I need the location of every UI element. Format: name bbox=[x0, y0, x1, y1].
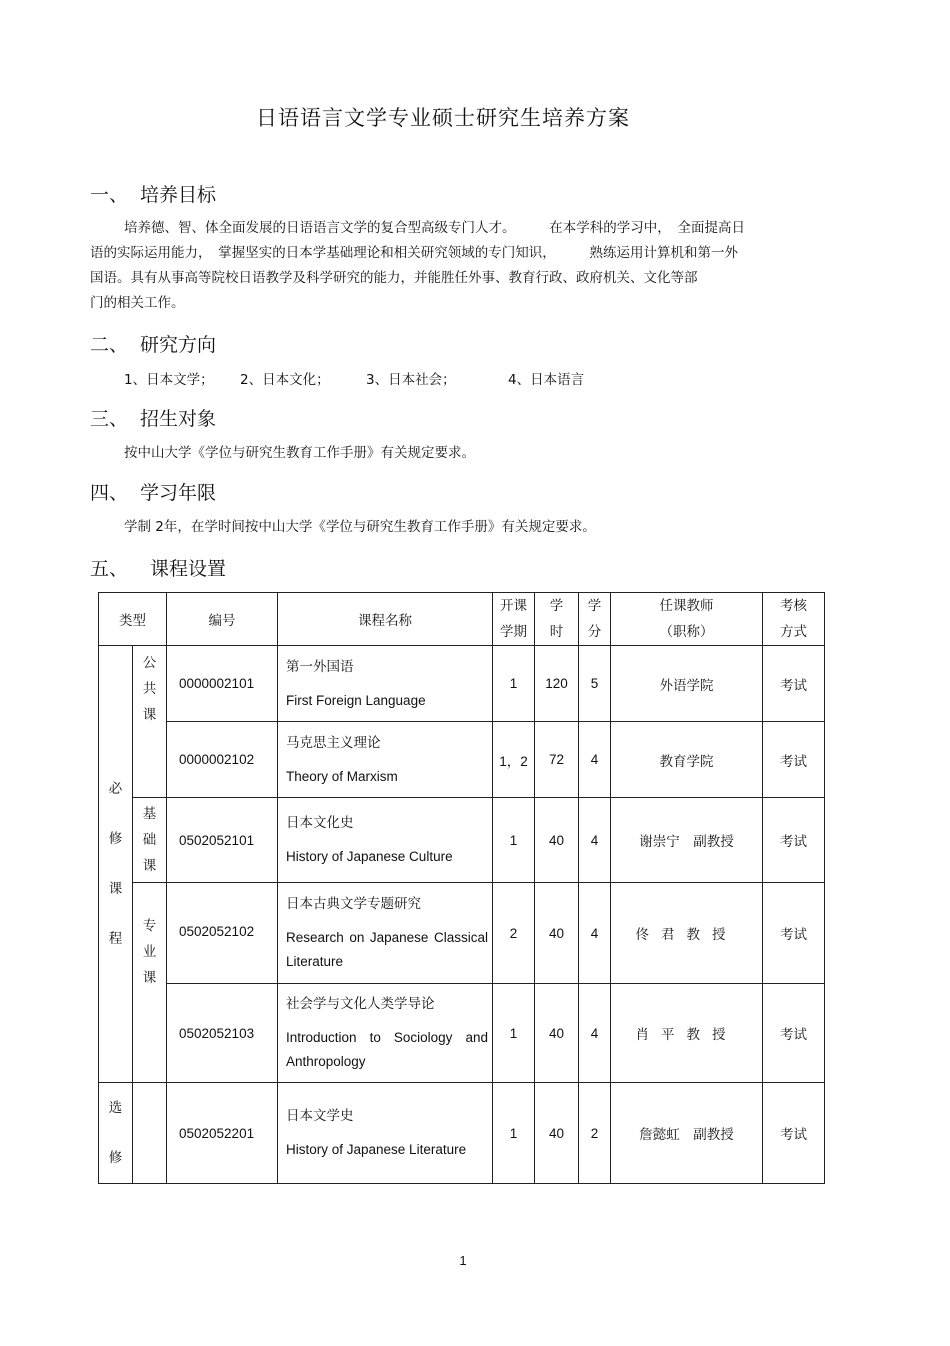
course-semester: 1 bbox=[493, 798, 535, 883]
course-code: 0502052201 bbox=[167, 1083, 278, 1184]
header-hours: 学 时 bbox=[535, 593, 579, 646]
course-hours: 40 bbox=[535, 1083, 579, 1184]
course-hours: 40 bbox=[535, 883, 579, 984]
section-number: 一、 bbox=[90, 184, 129, 206]
section-heading-admission bbox=[90, 404, 216, 431]
course-exam: 考试 bbox=[763, 984, 825, 1083]
course-credits: 2 bbox=[579, 1083, 611, 1184]
header-semester: 开课 学期 bbox=[493, 593, 535, 646]
header-code: 编号 bbox=[167, 593, 278, 646]
section-heading-duration bbox=[90, 478, 216, 505]
course-exam: 考试 bbox=[763, 646, 825, 722]
section-heading-goal bbox=[90, 180, 216, 207]
course-semester: 1 bbox=[493, 646, 535, 722]
section-title: 课程设置 bbox=[150, 558, 227, 580]
direction-item: 1、日本文学； bbox=[124, 372, 214, 388]
section-number: 三、 bbox=[90, 408, 129, 430]
section-heading-direction bbox=[90, 330, 216, 357]
section-title: 学习年限 bbox=[140, 482, 217, 504]
table-row bbox=[99, 798, 825, 883]
course-hours: 120 bbox=[535, 646, 579, 722]
table-row bbox=[99, 883, 825, 984]
goal-paragraph bbox=[90, 216, 835, 316]
course-exam: 考试 bbox=[763, 722, 825, 798]
course-code: 0502052101 bbox=[167, 798, 278, 883]
table-row bbox=[99, 1083, 825, 1184]
course-table bbox=[98, 592, 825, 1184]
header-type: 类型 bbox=[99, 593, 167, 646]
duration-text: 学制 2年，在学时间按中山大学《学位与研究生教育工作手册》有关规定要求。 bbox=[124, 519, 596, 535]
course-teacher: 谢崇宁 副教授 bbox=[611, 798, 763, 883]
course-hours: 40 bbox=[535, 984, 579, 1083]
course-hours: 72 bbox=[535, 722, 579, 798]
course-name: 社会学与文化人类学导论 Introduction to Sociology and Anthropology bbox=[278, 984, 493, 1083]
course-hours: 40 bbox=[535, 798, 579, 883]
sub-major: 专 业 课 bbox=[133, 883, 167, 1083]
course-teacher: 佟君教授 bbox=[611, 883, 763, 984]
header-name: 课程名称 bbox=[278, 593, 493, 646]
course-credits: 5 bbox=[579, 646, 611, 722]
course-code: 0502052103 bbox=[167, 984, 278, 1083]
admission-text: 按中山大学《学位与研究生教育工作手册》有关规定要求。 bbox=[124, 445, 475, 461]
goal-line: 国语。具有从事高等院校日语教学及科学研究的能力，并能胜任外事、教育行政、政府机关、文化等部 bbox=[90, 270, 698, 286]
header-credits: 学 分 bbox=[579, 593, 611, 646]
course-credits: 4 bbox=[579, 798, 611, 883]
section-number: 二、 bbox=[90, 334, 129, 356]
header-exam: 考核 方式 bbox=[763, 593, 825, 646]
table-row bbox=[99, 984, 825, 1083]
course-semester: 2 bbox=[493, 883, 535, 984]
course-semester: 1 bbox=[493, 1083, 535, 1184]
sub-public: 公 共 课 bbox=[133, 646, 167, 798]
section-title: 研究方向 bbox=[140, 334, 217, 356]
course-credits: 4 bbox=[579, 883, 611, 984]
goal-line: 培养德、智、体全面发展的日语语言文学的复合型高级专门人才。 在本学科的学习中， 全面提高日 bbox=[124, 220, 745, 236]
course-semester: 1，2 bbox=[493, 722, 535, 798]
document-title: 日语语言文学专业硕士研究生培养方案 bbox=[256, 106, 630, 130]
course-exam: 考试 bbox=[763, 798, 825, 883]
course-credits: 4 bbox=[579, 984, 611, 1083]
course-name: 日本古典文学专题研究 Research on Japanese Classical Literature bbox=[278, 883, 493, 984]
course-teacher: 詹懿虹 副教授 bbox=[611, 1083, 763, 1184]
sub-basic: 基 础 课 bbox=[133, 798, 167, 883]
page-number: 1 bbox=[459, 1253, 467, 1268]
table-row bbox=[99, 646, 825, 722]
goal-line: 语的实际运用能力， 掌握坚实的日本学基础理论和相关研究领域的专门知识， 熟练运用计算机和第一外 bbox=[90, 245, 738, 261]
section-title: 培养目标 bbox=[140, 184, 217, 206]
course-code: 0000002101 bbox=[167, 646, 278, 722]
table-row bbox=[99, 722, 825, 798]
goal-line: 门的相关工作。 bbox=[90, 295, 185, 311]
course-code: 0000002102 bbox=[167, 722, 278, 798]
header-teacher: 任课教师 （职称） bbox=[611, 593, 763, 646]
table-header-row bbox=[99, 593, 825, 646]
course-teacher: 教育学院 bbox=[611, 722, 763, 798]
sub-elective-empty bbox=[133, 1083, 167, 1184]
section-heading-courses bbox=[90, 554, 226, 581]
course-semester: 1 bbox=[493, 984, 535, 1083]
direction-item: 3、日本社会； bbox=[366, 372, 456, 388]
course-exam: 考试 bbox=[763, 883, 825, 984]
direction-item: 4、日本语言 bbox=[508, 372, 585, 388]
course-code: 0502052102 bbox=[167, 883, 278, 984]
course-teacher: 外语学院 bbox=[611, 646, 763, 722]
research-directions bbox=[124, 368, 869, 393]
course-name: 日本文学史 History of Japanese Literature bbox=[278, 1083, 493, 1184]
course-name: 马克思主义理论 Theory of Marxism bbox=[278, 722, 493, 798]
section-number: 五、 bbox=[90, 558, 129, 580]
course-credits: 4 bbox=[579, 722, 611, 798]
group-required: 必 修 课 程 bbox=[99, 646, 133, 1083]
course-name: 日本文化史 History of Japanese Culture bbox=[278, 798, 493, 883]
course-exam: 考试 bbox=[763, 1083, 825, 1184]
section-title: 招生对象 bbox=[140, 408, 217, 430]
group-elective: 选 修 bbox=[99, 1083, 133, 1184]
section-number: 四、 bbox=[90, 482, 129, 504]
course-teacher: 肖平教授 bbox=[611, 984, 763, 1083]
course-name: 第一外国语 First Foreign Language bbox=[278, 646, 493, 722]
direction-item: 2、日本文化； bbox=[240, 372, 330, 388]
